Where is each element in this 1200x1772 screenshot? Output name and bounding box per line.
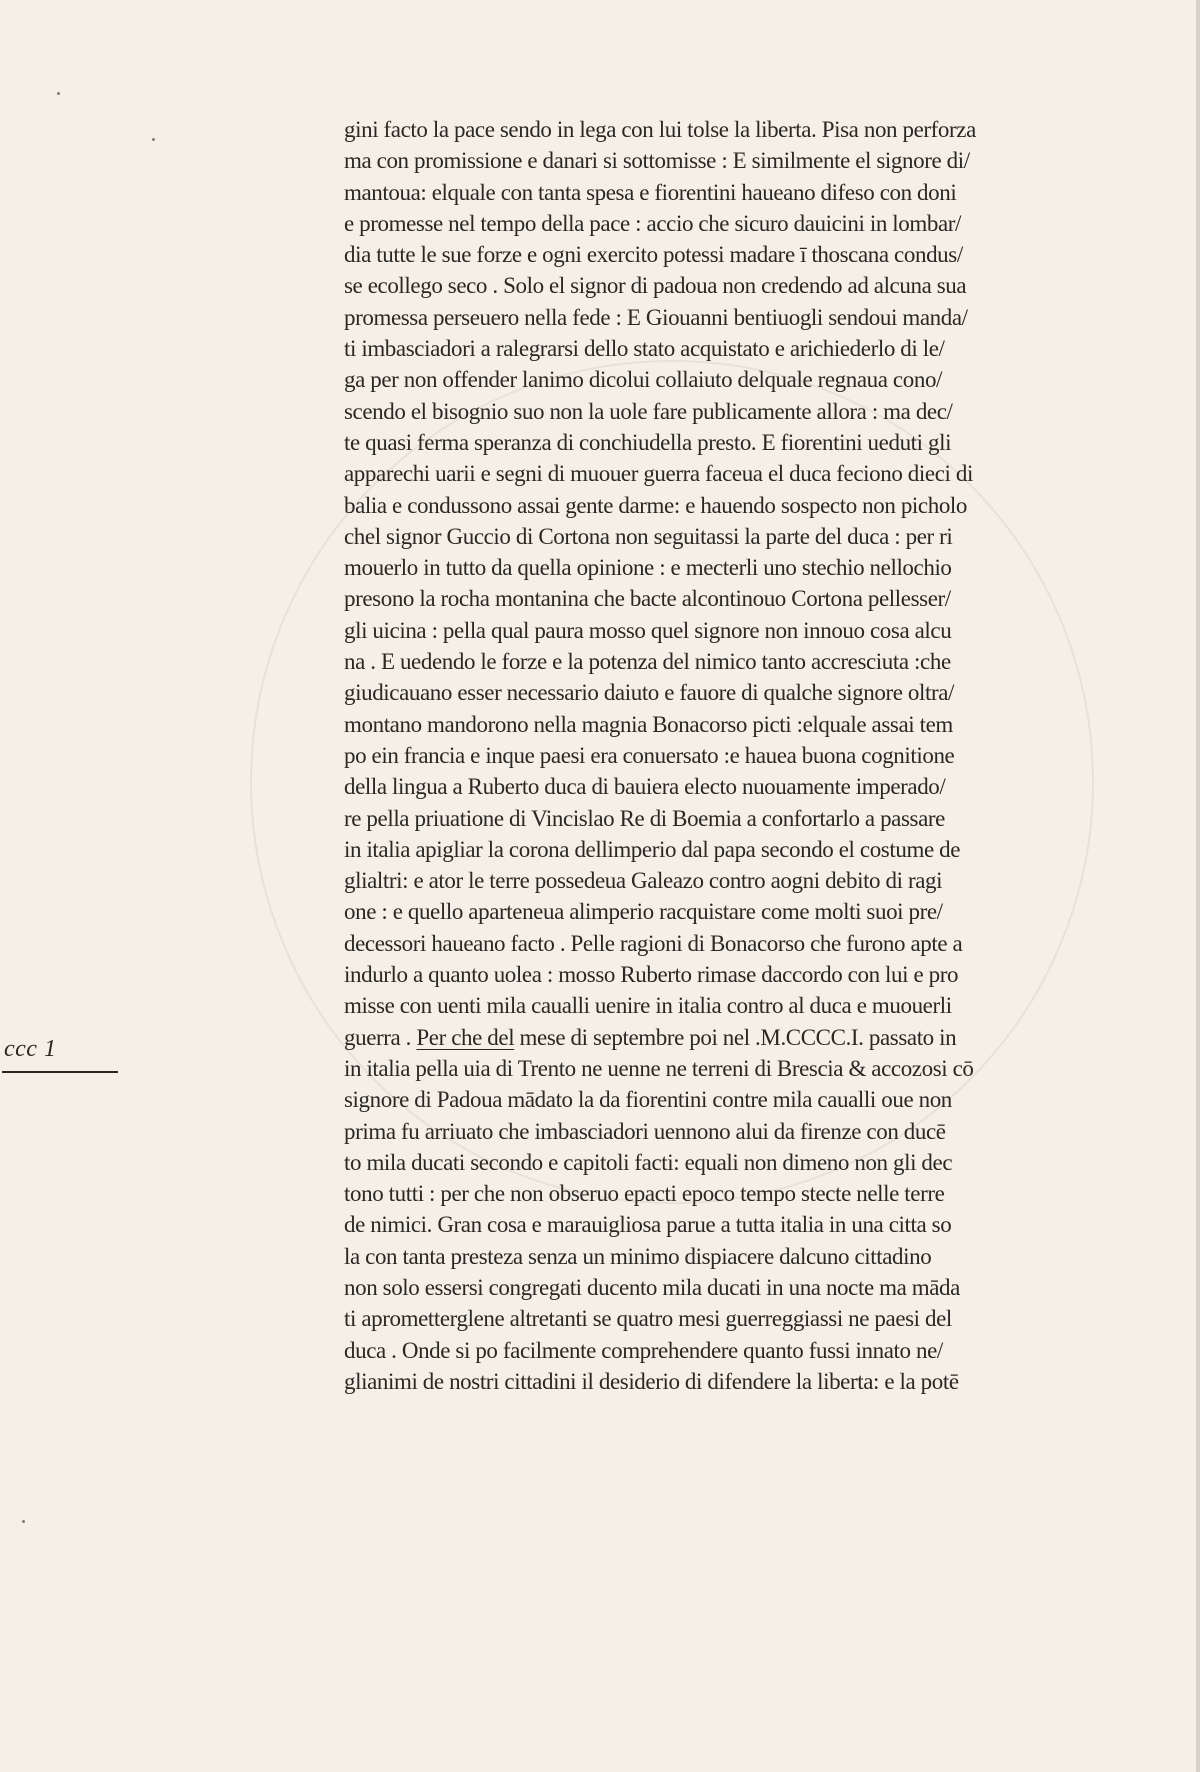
text-line: misse con uenti mila caualli uenire in italia contro al duca e muouerli — [344, 993, 952, 1019]
text-line: della lingua a Ruberto duca di bauiera electo nuouamente imperado/ — [344, 774, 946, 800]
text-line: na . E uedendo le forze e la potenza del nimico tanto accresciuta :che — [344, 649, 951, 675]
text-line: scendo el bisognio suo non la uole fare publicamente allora : ma dec/ — [344, 398, 953, 424]
text-line: mantoua: elquale con tanta spesa e fiorentini haueano difeso con doni — [344, 179, 957, 205]
text-line: dia tutte le sue forze e ogni exercito potessi madare ī thoscana condus/ — [344, 242, 963, 268]
text-line: gini facto la pace sendo in lega con lui tolse la liberta. Pisa non perforza — [344, 117, 976, 142]
ink-speck — [152, 138, 155, 141]
text-line: balia e condussono assai gente darme: e hauendo sospecto non picholo — [344, 492, 968, 518]
text-segment: guerra . — [344, 1024, 412, 1050]
text-line: ti imbasciadori a ralegrarsi dello stato acquistato e arichiederlo di le/ — [344, 336, 945, 362]
text-segment: mese di septembre poi nel .M.CCCC.I. passato in — [519, 1024, 957, 1050]
text-line: re pella priuatione di Vincislao Re di Boemia a confortarlo a passare — [344, 805, 945, 831]
text-line: montano mandorono nella magnia Bonacorso picti :elquale assai tem — [344, 711, 953, 737]
text-line: duca . Onde si po facilmente comprehendere quanto fussi innato ne/ — [344, 1337, 943, 1363]
text-line: te quasi ferma speranza di conchiudella presto. E fiorentini ueduti gli — [344, 429, 952, 455]
ink-speck — [57, 92, 60, 95]
text-line: po ein francia e inque paesi era conuersato :e hauea buona cognitione — [344, 742, 955, 768]
ink-speck — [22, 1520, 25, 1523]
text-line: glianimi de nostri cittadini il desiderio di difendere la liberta: e la potē — [344, 1368, 959, 1394]
text-line: gli uicina : pella qual paura mosso quel signore non innouo cosa alcu — [344, 617, 952, 643]
text-line: e promesse nel tempo della pace : accio che sicuro dauicini in lombar/ — [344, 210, 962, 236]
text-line: mouerlo in tutto da quella opinione : e mecterli uno stechio nellochio — [344, 555, 952, 581]
text-line: decessori haueano facto . Pelle ragioni di Bonacorso che furono apte a — [344, 930, 963, 956]
text-line: non solo essersi congregati ducento mila ducati in una nocte ma māda — [344, 1274, 960, 1300]
text-line: in italia apigliar la corona dellimperio dal papa secondo el costume de — [344, 836, 961, 862]
text-line: presono la rocha montanina che bacte alcontinouo Cortona pellesser/ — [344, 586, 951, 612]
text-line: glialtri: e ator le terre possedeua Galeazo contro aogni debito di ragi — [344, 868, 943, 894]
text-line: prima fu arriuato che imbasciadori uennono alui da firenze con ducē — [344, 1118, 946, 1144]
text-line: ma con promissione e danari si sottomisse : E similmente el signore di/ — [344, 148, 970, 174]
margin-annotation: ccc 1 — [4, 1036, 57, 1062]
text-line: indurlo a quanto uolea : mosso Ruberto rimase daccordo con lui e pro — [344, 962, 959, 988]
text-line: ti aprometterglene altretanti se quatro mesi guerreggiassi ne paesi del — [344, 1306, 952, 1332]
text-line: one : e quello aparteneua alimperio racquistare come molti suoi pre/ — [344, 899, 943, 925]
text-line: giudicauano esser necessario daiuto e fauore di qualche signore oltra/ — [344, 680, 955, 706]
text-line — [344, 1022, 1100, 1053]
text-line: ga per non offender lanimo dicolui collaiuto delquale regnaua cono/ — [344, 367, 943, 393]
text-line: chel signor Guccio di Cortona non seguitassi la parte del duca : per ri — [344, 523, 953, 549]
text-line: la con tanta presteza senza un minimo dispiacere dalcuno cittadino — [344, 1243, 932, 1269]
text-line: to mila ducati secondo e capitoli facti: equali non dimeno non gli dec — [344, 1149, 953, 1175]
text-line: tono tutti : per che non obseruo epacti epoco tempo stecte nelle terre — [344, 1181, 945, 1207]
margin-annotation-rule — [2, 1071, 118, 1073]
page-edge — [1196, 0, 1200, 1772]
text-line: apparechi uarii e segni di muouer guerra faceua el duca feciono dieci di — [344, 461, 973, 487]
text-line: in italia pella uia di Trento ne uenne ne terreni di Brescia & accozosi cō — [344, 1055, 974, 1081]
underlined-phrase: Per che del — [416, 1024, 515, 1050]
text-line: se ecollego seco . Solo el signor di padoua non credendo ad alcuna sua — [344, 273, 967, 299]
body-text — [344, 114, 1100, 1397]
text-line: de nimici. Gran cosa e marauigliosa parue a tutta italia in una citta so — [344, 1212, 952, 1238]
text-line: promessa perseuero nella fede : E Giouanni bentiuogli sendoui manda/ — [344, 304, 968, 330]
text-line: signore di Padoua mādato la da fiorentini contre mila caualli oue non — [344, 1087, 952, 1113]
